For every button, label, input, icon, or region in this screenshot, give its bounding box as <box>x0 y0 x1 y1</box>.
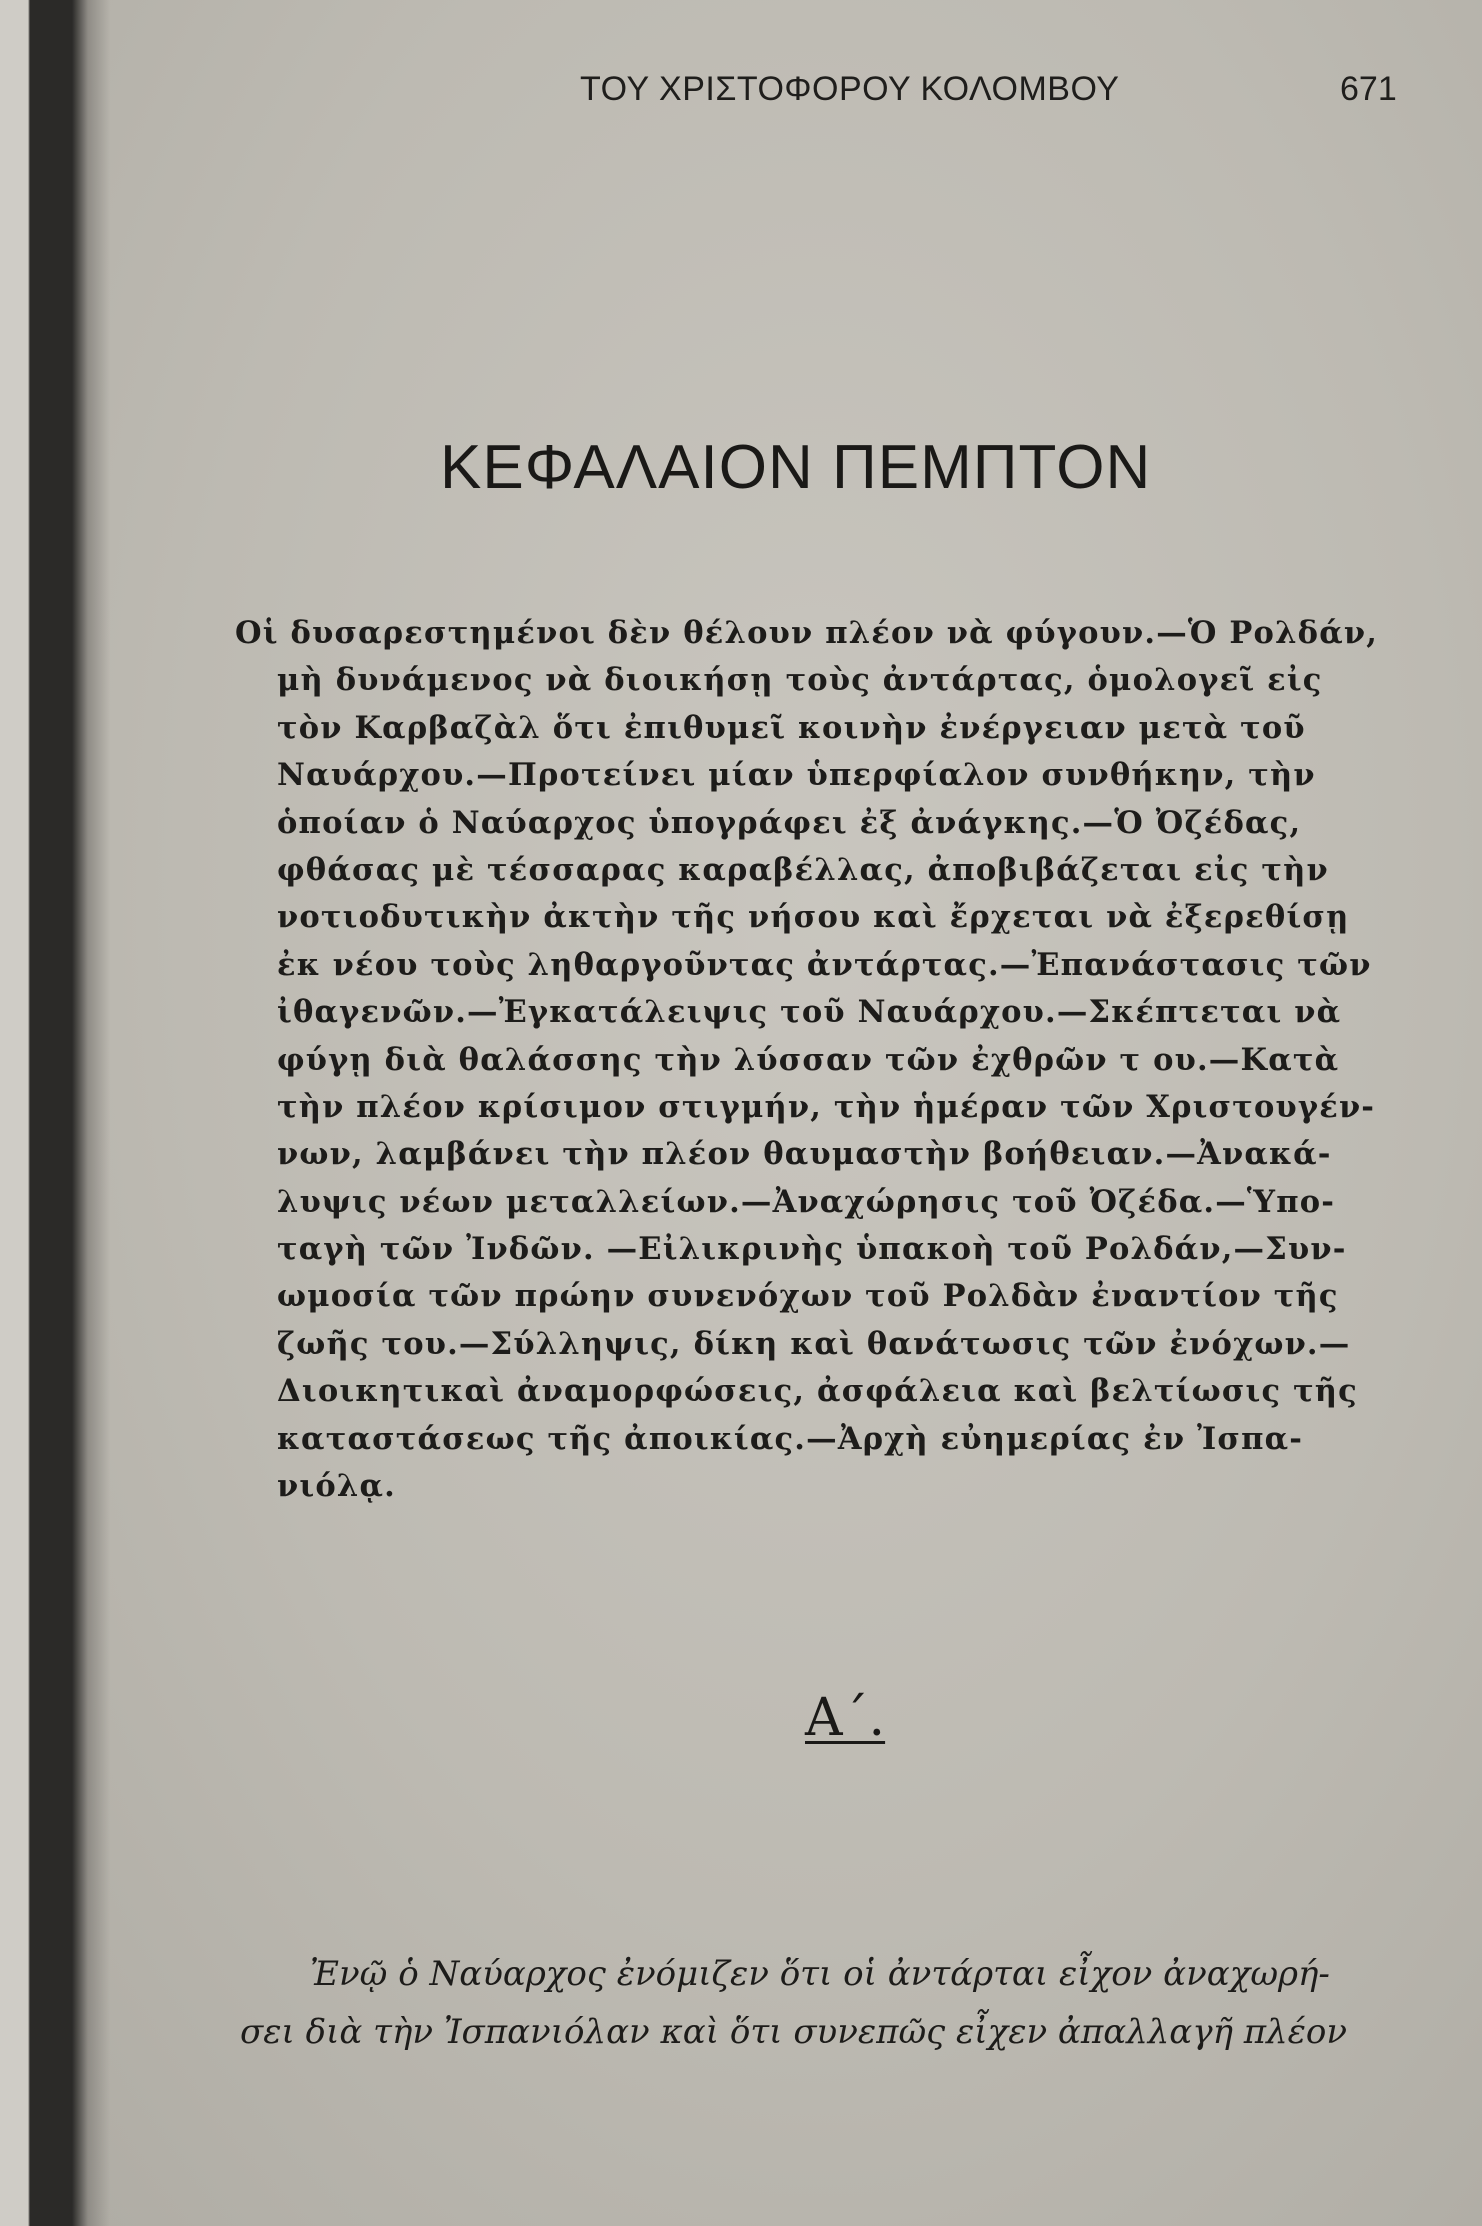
body-line: Ἐνῷ ὁ Ναύαρχος ἐνόμιζεν ὅτι οἱ ἀντάρται εἶχον ἀναχωρή- <box>310 1954 1330 1994</box>
chapter-summary <box>235 610 1415 1510</box>
summary-line: ταγὴ τῶν Ἰνδῶν. —Εἰλικρινὴς ὑπακοὴ τοῦ Ρολδάν,—Συν- <box>277 1231 1347 1268</box>
body-text <box>240 1945 1420 2061</box>
section-marker: Α΄. <box>805 1688 886 1748</box>
summary-line: καταστάσεως τῆς ἀποικίας.—Ἀρχὴ εὐημερίας ἐν Ἰσπα- <box>277 1420 1304 1457</box>
summary-line: λυψις νέων μεταλλείων.—Ἀναχώρησις τοῦ Ὀζέδα.—Ὑπο- <box>277 1183 1336 1220</box>
summary-line: Διοικητικαὶ ἀναμορφώσεις, ἀσφάλεια καὶ βελτίωσις τῆς <box>277 1373 1358 1410</box>
summary-line: Ναυάρχου.—Προτείνει μίαν ὑπερφίαλον συνθήκην, τὴν <box>277 757 1316 794</box>
summary-line: ωμοσία τῶν πρώην συνενόχων τοῦ Ρολδὰν ἐναντίον τῆς <box>277 1278 1339 1315</box>
summary-line: ἰθαγενῶν.—Ἐγκατάλειψις τοῦ Ναυάρχου.—Σκέπτεται νὰ <box>277 994 1342 1031</box>
page-number: 671 <box>1340 70 1397 108</box>
summary-line: μὴ δυνάμενος νὰ διοικήσῃ τοὺς ἀντάρτας, ὁμολογεῖ εἰς <box>277 662 1323 699</box>
summary-line: τὸν Καρβαζὰλ ὅτι ἐπιθυμεῖ κοινὴν ἐνέργειαν μετὰ τοῦ <box>277 709 1306 746</box>
summary-line: ἐκ νέου τοὺς ληθαργοῦντας ἀντάρτας.—Ἐπανάστασις τῶν <box>277 946 1372 983</box>
body-line: σει διὰ τὴν Ἰσπανιόλαν καὶ ὅτι συνεπῶς εἶχεν ἀπαλλαγῆ πλέον <box>240 2012 1348 2052</box>
summary-line: ζωῆς του.—Σύλληψις, δίκη καὶ θανάτωσις τῶν ἐνόχων.— <box>277 1325 1351 1362</box>
summary-line: νιόλᾳ. <box>277 1468 396 1505</box>
summary-line: Οἱ δυσαρεστημένοι δὲν θέλουν πλέον νὰ φύγουν.—Ὁ Ρολδάν, <box>235 615 1379 651</box>
summary-line: τὴν πλέον κρίσιμον στιγμήν, τὴν ἡμέραν τῶν Χριστουγέν- <box>277 1088 1376 1125</box>
chapter-title: ΚΕΦΑΛΑΙΟΝ ΠΕΜΠΤΟΝ <box>440 433 1152 502</box>
summary-line: νων, λαμβάνει τὴν πλέον θαυμαστὴν βοήθειαν.—Ἀνακά- <box>277 1136 1332 1173</box>
summary-line: νοτιοδυτικὴν ἀκτὴν τῆς νήσου καὶ ἔρχεται νὰ ἐξερεθίσῃ <box>277 899 1350 936</box>
summary-line: φύγῃ διὰ θαλάσσης τὴν λύσσαν τῶν ἐχθρῶν τ ου.—Κατὰ <box>277 1041 1340 1078</box>
summary-line: φθάσας μὲ τέσσαρας καραβέλλας, ἀποβιβάζεται εἰς τὴν <box>277 851 1329 888</box>
summary-line: ὁποίαν ὁ Ναύαρχος ὑπογράφει ἐξ ἀνάγκης.—Ὁ Ὀζέδας, <box>277 804 1302 841</box>
running-head: ΤΟΥ ΧΡΙΣΤΟΦΟΡΟΥ ΚΟΛΟΜΒΟΥ <box>580 70 1120 108</box>
binding-shadow <box>0 0 110 2226</box>
